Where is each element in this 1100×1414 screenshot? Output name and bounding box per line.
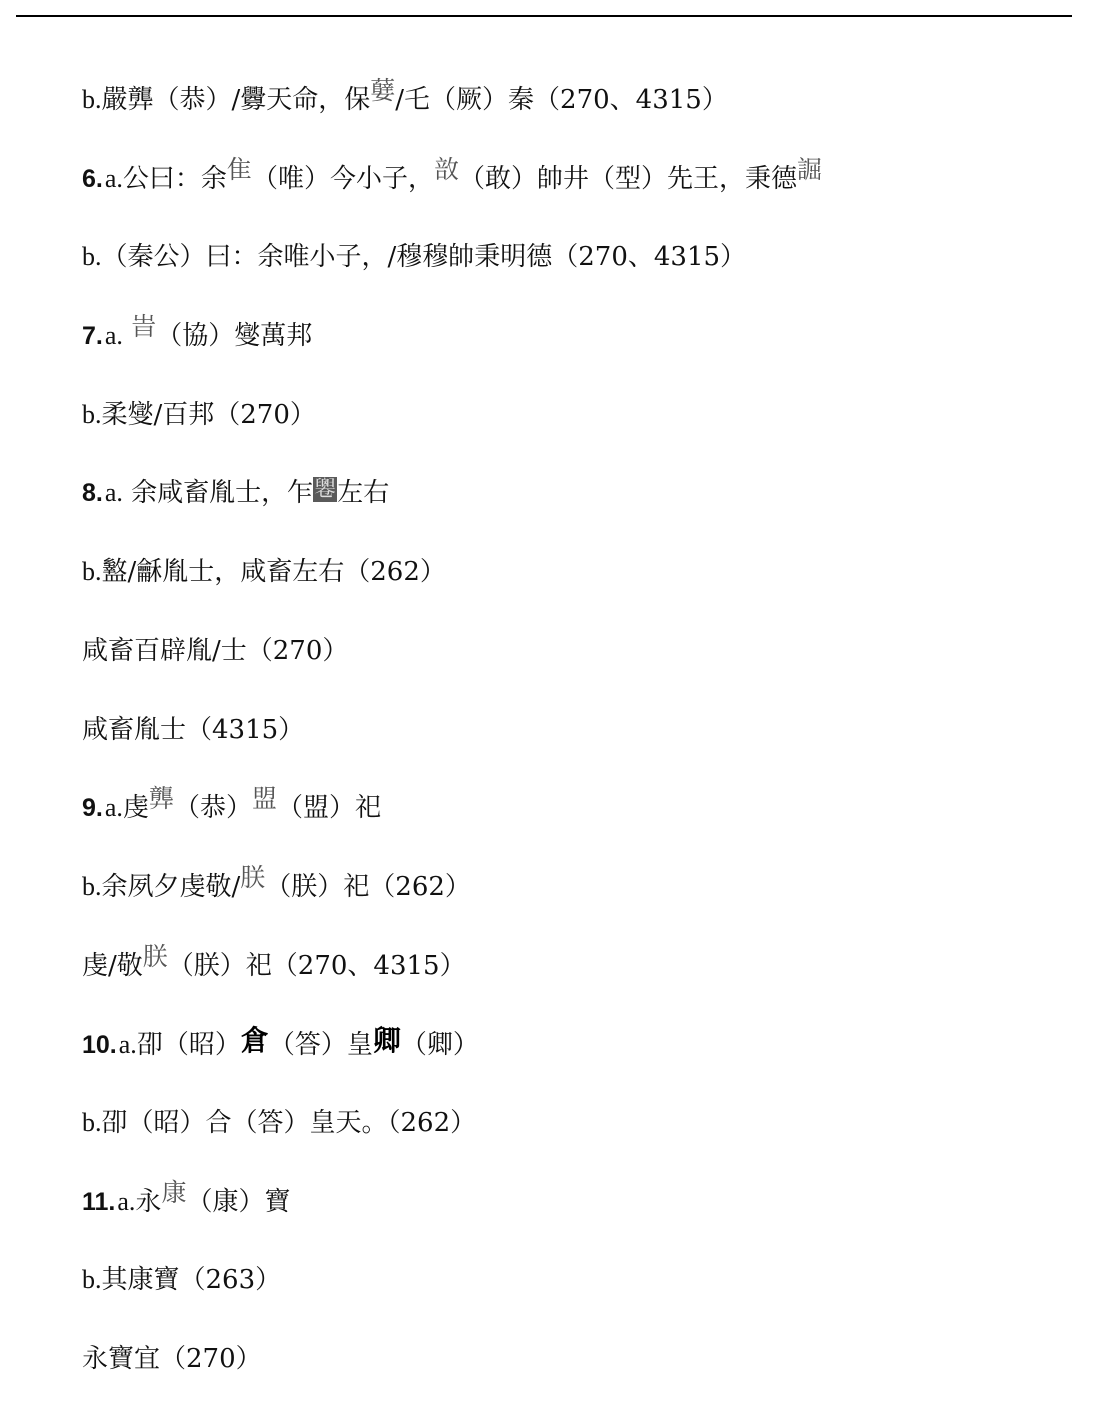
item-number: 7.	[82, 322, 103, 351]
text-line	[82, 391, 1082, 470]
text-line	[82, 233, 1082, 312]
line-text: 咸畜百辟胤/士（270）	[82, 635, 349, 666]
inscription-glyph: 康	[161, 1177, 187, 1207]
line-text: 公曰：余	[122, 163, 227, 194]
line-text: （盟）祀	[276, 793, 381, 824]
document-lines	[82, 76, 1082, 1414]
line-text: 卲（昭）	[136, 1030, 241, 1061]
inscription-glyph: 盟	[251, 784, 277, 814]
line-text: （協）燮萬邦	[156, 321, 313, 352]
item-label: b.	[82, 85, 102, 114]
item-number: 9.	[82, 794, 103, 823]
item-label: b.	[82, 871, 102, 901]
inscription-glyph: 卿	[372, 1024, 401, 1058]
inscription-glyph: 旹	[131, 312, 157, 342]
item-label: b.	[82, 1265, 102, 1295]
item-label: b.	[82, 557, 102, 587]
inscription-glyph: 隹	[226, 154, 252, 184]
line-text: 永	[135, 1186, 162, 1217]
line-text: /乇（厥）秦（270、4315）	[395, 85, 728, 115]
text-line	[82, 1256, 1082, 1335]
item-label: a.	[104, 321, 123, 351]
line-text	[123, 321, 131, 351]
item-label: a.	[118, 1030, 137, 1060]
text-line	[82, 942, 1082, 1021]
line-text: （卿）	[400, 1030, 479, 1061]
text-line	[82, 469, 1082, 548]
text-line	[82, 76, 1082, 155]
item-label: b.	[82, 1107, 102, 1137]
line-text: 柔燮/百邦（270）	[101, 399, 316, 430]
item-label: a.	[117, 1186, 136, 1216]
text-line	[82, 784, 1082, 863]
line-text: （唯）今小子，	[251, 163, 434, 194]
line-text: 余夙夕虔敬/	[101, 871, 241, 902]
line-text: （朕）祀（270、4315）	[167, 950, 466, 981]
text-line	[82, 1020, 1082, 1099]
text-line	[82, 155, 1082, 234]
inscription-glyph: 朕	[142, 941, 168, 971]
line-text: 虔	[122, 793, 149, 824]
line-text: （恭）	[173, 793, 252, 824]
line-text: （敢）帥井（型）先王，秉德	[458, 163, 797, 194]
top-rule	[16, 15, 1072, 17]
item-number: 6.	[82, 164, 103, 193]
inscription-glyph: 倉	[240, 1024, 269, 1058]
text-line	[82, 1335, 1082, 1414]
inscription-glyph: 龏	[148, 784, 174, 814]
line-text: 咸畜胤士（4315）	[82, 714, 305, 745]
text-line	[82, 548, 1082, 627]
line-text: 嚴龏（恭）/釁天命，保	[101, 85, 371, 115]
item-number: 10.	[82, 1031, 117, 1060]
line-text: 永寶宜（270）	[82, 1344, 262, 1374]
text-line	[82, 863, 1082, 942]
item-label: b.	[82, 242, 102, 272]
inscription-glyph: 朕	[240, 862, 266, 892]
line-text: 盭/龢胤士，咸畜左右（262）	[101, 557, 446, 588]
inscription-glyph: 敨	[433, 154, 459, 184]
line-text: （康）寶	[186, 1186, 291, 1217]
line-text: 其康寶（263）	[101, 1265, 282, 1296]
line-text: （答）皇	[268, 1030, 373, 1061]
item-number: 8.	[82, 479, 103, 508]
text-line	[82, 312, 1082, 391]
line-text: （秦公）曰：余唯小子，/穆穆帥秉明德（270、4315）	[101, 242, 747, 273]
text-line	[82, 627, 1082, 706]
text-line	[82, 706, 1082, 785]
line-text: 虔/敬	[82, 950, 143, 981]
item-label: a.	[104, 163, 123, 193]
line-text: 卲（昭）合（答）皇天。（262）	[101, 1107, 477, 1138]
item-label: a.	[104, 478, 123, 508]
inscription-glyph: 誳	[796, 154, 822, 184]
inscription-glyph: 𠨧	[314, 477, 337, 503]
item-number: 11.	[82, 1187, 116, 1216]
inscription-glyph: 㜸	[370, 76, 396, 105]
item-label: b.	[82, 399, 102, 429]
item-label: a.	[104, 793, 123, 823]
line-text: 左右	[337, 478, 390, 509]
text-line	[82, 1178, 1082, 1257]
line-text: 余咸畜胤士，乍	[122, 478, 314, 509]
text-line	[82, 1099, 1082, 1178]
line-text: （朕）祀（262）	[265, 871, 471, 902]
